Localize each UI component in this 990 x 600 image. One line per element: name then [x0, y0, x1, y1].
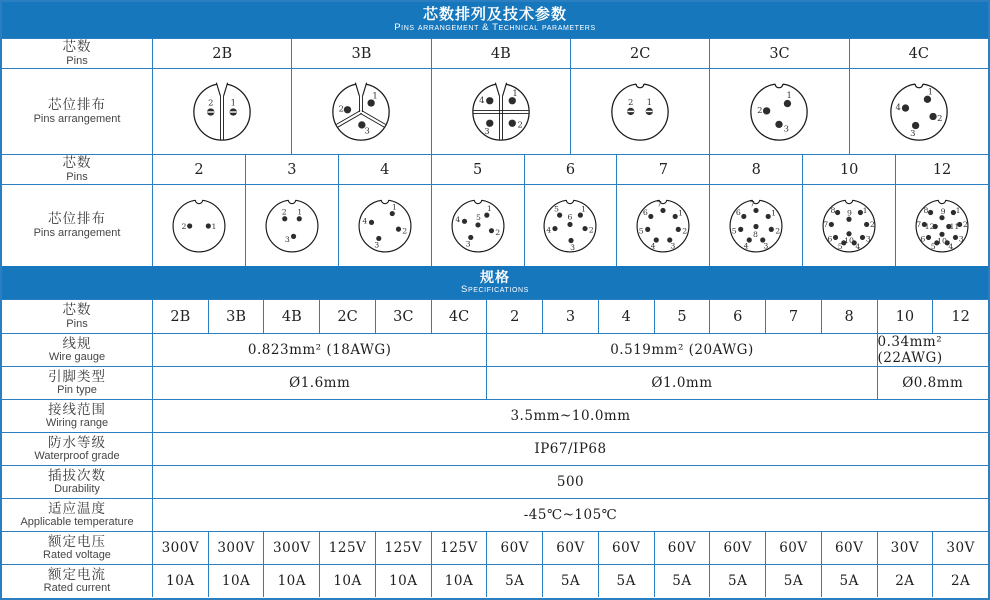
- svg-text:5: [639, 226, 644, 235]
- svg-text:4: [479, 95, 484, 105]
- spec-cell: 5A: [765, 565, 821, 597]
- svg-text:9: [847, 208, 852, 217]
- connector-4-diagram: [350, 191, 420, 261]
- svg-text:8: [923, 205, 928, 214]
- col-header-2: 2: [152, 155, 245, 184]
- spec-cell: 8: [821, 300, 877, 333]
- svg-text:3: [465, 239, 470, 248]
- svg-text:4: [362, 216, 367, 225]
- svg-text:4: [855, 242, 860, 251]
- svg-text:4: [547, 225, 552, 234]
- spec-cell: IP67/IP68: [152, 433, 988, 465]
- series-b-header-row: [2, 38, 988, 68]
- spec-cell: 2C: [319, 300, 375, 333]
- svg-text:1: [231, 97, 236, 107]
- svg-text:7: [657, 199, 662, 208]
- connector-10: [802, 185, 895, 266]
- connector-2C: [570, 69, 709, 154]
- svg-text:2: [208, 97, 213, 107]
- spec-cell: 5A: [486, 565, 542, 597]
- svg-text:6: [827, 234, 832, 243]
- svg-text:6: [568, 212, 573, 221]
- spec-cell: Ø1.0mm: [486, 367, 876, 399]
- svg-text:2: [776, 226, 781, 235]
- svg-text:7: [750, 199, 755, 208]
- spec-cell: 0.823mm² (18AWG): [152, 334, 486, 366]
- svg-text:3: [671, 241, 676, 250]
- svg-text:1: [297, 207, 302, 216]
- row-label-applicable-temperature: 适应温度 Applicable temperature: [2, 499, 152, 531]
- connector-7-diagram: [628, 191, 698, 261]
- connector-4C-diagram: [881, 74, 957, 150]
- row-label-rated-voltage: 额定电压 Rated voltage: [2, 532, 152, 564]
- svg-text:1: [927, 86, 932, 96]
- spec-cell: 5A: [542, 565, 598, 597]
- spec-cell: 300V: [208, 532, 264, 564]
- spec-cell: Ø1.6mm: [152, 367, 486, 399]
- svg-text:1: [392, 202, 397, 211]
- col-header-7: 7: [616, 155, 709, 184]
- spec-row-waterproof-grade: [2, 432, 988, 465]
- row-label-pins: 芯数 Pins: [2, 155, 152, 184]
- spec-cell: 125V: [319, 532, 375, 564]
- row-label-wire-gauge: 线规 Wire gauge: [2, 334, 152, 366]
- section2-header: [2, 266, 988, 299]
- spec-cell: 500: [152, 466, 988, 498]
- spec-cell: 5A: [709, 565, 765, 597]
- spec-row-rated-voltage: [2, 531, 988, 564]
- svg-text:2: [402, 226, 407, 235]
- svg-text:4: [744, 241, 749, 250]
- spec-cell: 10A: [263, 565, 319, 597]
- svg-text:1: [487, 203, 492, 212]
- svg-text:1: [512, 87, 517, 97]
- series-b-arrangement-row: [2, 68, 988, 154]
- spec-cell: 5A: [598, 565, 654, 597]
- svg-text:2: [517, 119, 522, 129]
- svg-text:2: [937, 113, 942, 123]
- svg-text:5: [476, 213, 481, 222]
- series-n-header-row: [2, 154, 988, 184]
- svg-text:1: [373, 90, 378, 100]
- section1-header: [2, 2, 988, 38]
- svg-text:7: [916, 219, 921, 228]
- svg-text:2: [628, 96, 633, 106]
- svg-text:3: [764, 241, 769, 250]
- svg-text:4: [455, 214, 460, 223]
- connector-4B-diagram: [463, 74, 539, 150]
- spec-cell: 60V: [765, 532, 821, 564]
- connector-2B-diagram: [184, 74, 260, 150]
- connector-2: [152, 185, 245, 266]
- connector-12-diagram: [907, 191, 977, 261]
- connector-3-diagram: [257, 191, 327, 261]
- specifications-table: [2, 299, 988, 597]
- svg-text:12: [925, 222, 935, 231]
- col-header-4b: 4B: [431, 39, 570, 68]
- svg-text:2: [589, 225, 594, 234]
- spec-cell: 125V: [375, 532, 431, 564]
- spec-cell: 30V: [932, 532, 988, 564]
- spec-cell: 10A: [375, 565, 431, 597]
- series-n-arrangement-row: [2, 184, 988, 266]
- spec-cell: 3: [542, 300, 598, 333]
- svg-text:3: [571, 242, 576, 251]
- row-label-pins-arrangement: 芯位排布 Pins arrangement: [2, 69, 152, 154]
- spec-cell: 60V: [709, 532, 765, 564]
- svg-text:6: [736, 208, 741, 217]
- section2-title: 规格: [480, 268, 510, 285]
- svg-text:5: [555, 204, 560, 213]
- spec-cell: 60V: [598, 532, 654, 564]
- svg-text:3: [285, 234, 290, 243]
- spec-cell: 4C: [431, 300, 487, 333]
- spec-cell: 12: [932, 300, 988, 333]
- connector-4C: [849, 69, 988, 154]
- spec-row-applicable-temperature: [2, 498, 988, 531]
- spec-row-wire-gauge: [2, 333, 988, 366]
- spec-cell: -45℃~105℃: [152, 499, 988, 531]
- spec-cell: 0.34mm² (22AWG): [877, 334, 988, 366]
- spec-cell: 300V: [263, 532, 319, 564]
- svg-text:10: [844, 235, 854, 244]
- col-header-12: 12: [895, 155, 988, 184]
- svg-text:4: [948, 242, 953, 251]
- spec-row-pins: [2, 299, 988, 333]
- svg-text:7: [823, 219, 828, 228]
- col-header-6: 6: [524, 155, 617, 184]
- section2-subtitle: Specifications: [461, 284, 529, 296]
- svg-text:1: [581, 204, 586, 213]
- connector-8-diagram: [721, 191, 791, 261]
- svg-text:5: [732, 226, 737, 235]
- connector-2B: [152, 69, 291, 154]
- connector-6-diagram: [535, 191, 605, 261]
- spec-cell: 4B: [263, 300, 319, 333]
- spec-cell: 5: [654, 300, 710, 333]
- svg-text:4: [895, 101, 900, 111]
- svg-text:1: [771, 208, 776, 217]
- svg-text:1: [956, 205, 961, 214]
- connector-12: [895, 185, 988, 266]
- col-header-3c: 3C: [709, 39, 848, 68]
- spec-cell: 3B: [208, 300, 264, 333]
- connector-7: [616, 185, 709, 266]
- svg-text:8: [831, 205, 836, 214]
- spec-cell: 60V: [821, 532, 877, 564]
- svg-text:2: [495, 228, 500, 237]
- spec-cell: 10A: [152, 565, 208, 597]
- svg-text:1: [679, 208, 684, 217]
- spec-cell: 4: [598, 300, 654, 333]
- connector-5-diagram: [443, 191, 513, 261]
- svg-text:2: [963, 219, 968, 228]
- spec-cell: 2A: [932, 565, 988, 597]
- spec-cell: 2: [486, 300, 542, 333]
- spec-cell: 30V: [877, 532, 933, 564]
- svg-text:2: [758, 104, 763, 114]
- svg-text:2: [181, 222, 186, 231]
- col-header-3: 3: [245, 155, 338, 184]
- spec-cell: 3.5mm~10.0mm: [152, 400, 988, 432]
- spec-cell: 60V: [486, 532, 542, 564]
- svg-text:2: [282, 207, 287, 216]
- connector-4B: [431, 69, 570, 154]
- spec-cell: 2B: [152, 300, 208, 333]
- spec-cell: 3C: [375, 300, 431, 333]
- row-label-pin-type: 引脚类型 Pin type: [2, 367, 152, 399]
- col-header-4c: 4C: [849, 39, 988, 68]
- svg-text:11: [950, 222, 960, 231]
- col-header-4: 4: [338, 155, 431, 184]
- row-label-waterproof-grade: 防水等级 Waterproof grade: [2, 433, 152, 465]
- col-header-8: 8: [709, 155, 802, 184]
- row-label-durability: 插拔次数 Durability: [2, 466, 152, 498]
- spec-cell: 10A: [319, 565, 375, 597]
- connector-3C: [709, 69, 848, 154]
- section1-subtitle: Pins arrangement & Technical parameters: [394, 22, 596, 34]
- connector-6: [524, 185, 617, 266]
- connector-5: [431, 185, 524, 266]
- row-label-pins: 芯数 Pins: [2, 300, 152, 333]
- col-header-2b: 2B: [152, 39, 291, 68]
- spec-row-rated-current: [2, 564, 988, 597]
- svg-text:8: [753, 229, 758, 238]
- col-header-2c: 2C: [570, 39, 709, 68]
- connector-2C-diagram: [602, 74, 678, 150]
- section1-title: 芯数排列及技术参数: [422, 5, 567, 23]
- spec-cell: 10A: [208, 565, 264, 597]
- spec-cell: 5A: [654, 565, 710, 597]
- connector-3B-diagram: [323, 74, 399, 150]
- svg-text:2: [683, 226, 688, 235]
- svg-text:3: [484, 126, 489, 136]
- spec-cell: 60V: [542, 532, 598, 564]
- svg-text:2: [870, 219, 875, 228]
- spec-cell: 10: [877, 300, 933, 333]
- connector-10-diagram: [814, 191, 884, 261]
- spec-cell: 300V: [152, 532, 208, 564]
- spec-cell: 6: [709, 300, 765, 333]
- svg-text:3: [365, 125, 370, 135]
- svg-text:3: [784, 123, 789, 133]
- svg-text:1: [211, 222, 216, 231]
- spec-row-pin-type: [2, 366, 988, 399]
- svg-text:6: [920, 234, 925, 243]
- svg-text:5: [931, 242, 936, 251]
- col-header-10: 10: [802, 155, 895, 184]
- spec-cell: 7: [765, 300, 821, 333]
- connector-3B: [291, 69, 430, 154]
- svg-text:1: [787, 90, 792, 100]
- spec-row-wiring-range: [2, 399, 988, 432]
- svg-text:4: [651, 241, 656, 250]
- connector-8: [709, 185, 802, 266]
- row-label-rated-current: 额定电流 Rated current: [2, 565, 152, 597]
- svg-text:10: [937, 236, 947, 245]
- connector-3: [245, 185, 338, 266]
- col-header-5: 5: [431, 155, 524, 184]
- svg-text:3: [959, 234, 964, 243]
- svg-text:3: [374, 240, 379, 249]
- spec-cell: 5A: [821, 565, 877, 597]
- svg-text:1: [863, 205, 868, 214]
- svg-text:1: [647, 96, 652, 106]
- svg-text:6: [643, 208, 648, 217]
- connector-4: [338, 185, 431, 266]
- svg-text:3: [866, 234, 871, 243]
- svg-text:9: [941, 206, 946, 215]
- spec-cell: 0.519mm² (20AWG): [486, 334, 876, 366]
- svg-text:2: [339, 103, 344, 113]
- spec-cell: 125V: [431, 532, 487, 564]
- col-header-3b: 3B: [291, 39, 430, 68]
- connector-2-diagram: [164, 191, 234, 261]
- svg-text:3: [910, 127, 915, 137]
- row-label-wiring-range: 接线范围 Wiring range: [2, 400, 152, 432]
- connector-3C-diagram: [741, 74, 817, 150]
- spec-cell: Ø0.8mm: [877, 367, 988, 399]
- spec-row-durability: [2, 465, 988, 498]
- spec-cell: 60V: [654, 532, 710, 564]
- row-label-pins: 芯数 Pins: [2, 39, 152, 68]
- row-label-pins-arrangement: 芯位排布 Pins arrangement: [2, 185, 152, 266]
- svg-text:5: [838, 242, 843, 251]
- spec-cell: 10A: [431, 565, 487, 597]
- spec-cell: 2A: [877, 565, 933, 597]
